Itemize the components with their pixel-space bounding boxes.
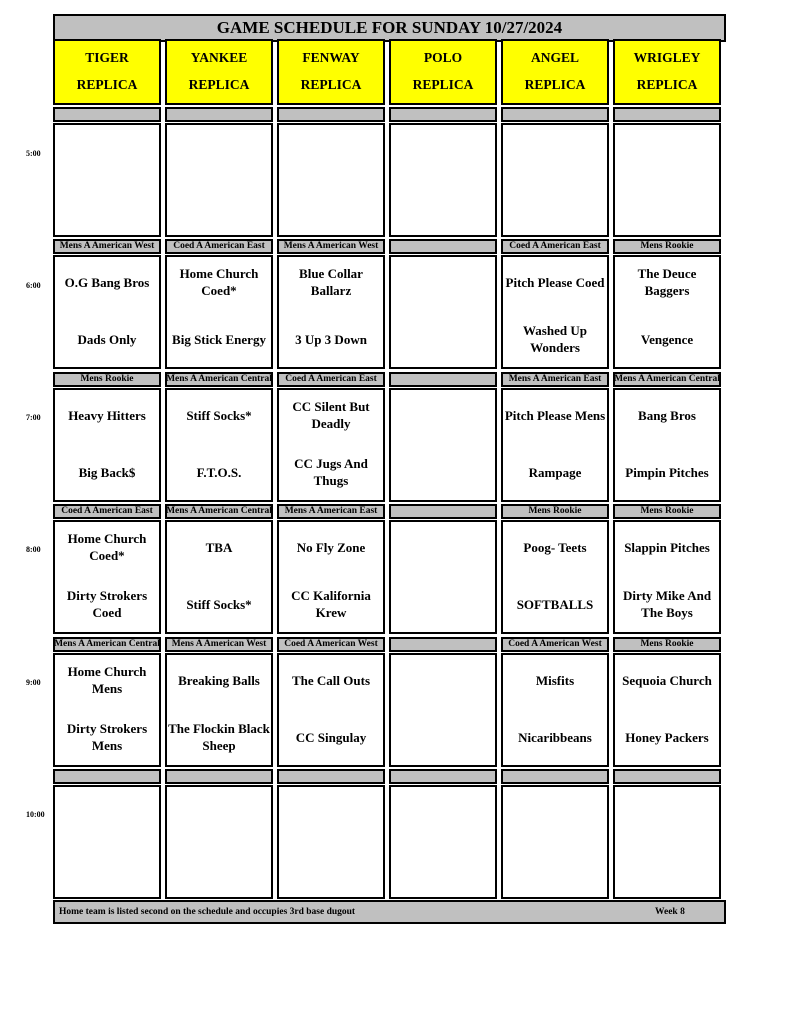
away-team	[167, 130, 271, 170]
away-team: Breaking Balls	[178, 672, 260, 688]
game-cell	[613, 123, 721, 237]
home-team	[391, 849, 495, 889]
away-team	[391, 527, 495, 567]
home-team: Dads Only	[77, 331, 137, 347]
time-label: 10:00	[26, 810, 45, 819]
game-cell	[613, 520, 721, 634]
division-label: Mens A American Central	[166, 506, 272, 516]
home-team	[55, 187, 159, 227]
home-team	[615, 849, 719, 889]
park-field-type: REPLICA	[524, 77, 586, 92]
game-cell	[613, 255, 721, 369]
game-cell	[501, 785, 609, 899]
away-team: Home Church Coed*	[67, 531, 147, 563]
time-label: 7:00	[26, 413, 41, 422]
game-cell	[501, 123, 609, 237]
away-team	[615, 130, 719, 170]
home-team: 3 Up 3 Down	[295, 331, 367, 347]
home-team: Dirty Strokers Mens	[66, 721, 148, 753]
park-header-wrigley	[613, 39, 721, 105]
home-team: Dirty Strokers Coed	[66, 588, 148, 620]
game-cell	[501, 388, 609, 502]
away-team	[279, 130, 383, 170]
game-cell	[613, 388, 721, 502]
away-team: Pitch Please Coed	[505, 274, 605, 290]
home-team	[167, 849, 271, 889]
home-team	[167, 187, 271, 227]
division-label	[163, 109, 275, 124]
division-label	[611, 109, 723, 124]
park-name: POLO	[423, 50, 463, 65]
division-label: Mens A American West	[171, 639, 267, 649]
home-team: Big Back$	[78, 464, 136, 480]
game-cell	[53, 520, 161, 634]
home-team: SOFTBALLS	[516, 596, 594, 612]
home-team	[615, 187, 719, 227]
away-team	[279, 792, 383, 832]
game-cell	[165, 785, 273, 899]
division-label	[499, 771, 611, 786]
division-label: Coed A American East	[61, 506, 153, 516]
home-team: F.T.O.S.	[196, 464, 242, 480]
game-cell	[277, 785, 385, 899]
division-label: Coed A American West	[508, 639, 602, 649]
division-label: Mens A American Central	[54, 639, 160, 649]
game-cell	[501, 653, 609, 767]
away-team: Poog- Teets	[523, 539, 587, 555]
away-team	[391, 395, 495, 435]
park-header-angel	[501, 39, 609, 105]
time-label: 9:00	[26, 678, 41, 687]
home-team	[503, 187, 607, 227]
division-label: Coed A American East	[509, 241, 601, 251]
game-cell	[389, 123, 497, 237]
division-label	[275, 771, 387, 786]
game-cell	[389, 520, 497, 634]
game-cell	[165, 520, 273, 634]
home-team: CC Jugs And Thugs	[294, 456, 368, 488]
park-name: WRIGLEY	[633, 50, 701, 65]
park-name: YANKEE	[190, 50, 248, 65]
home-team: Rampage	[528, 464, 582, 480]
division-label	[387, 109, 499, 124]
away-team: Slappin Pitches	[624, 539, 710, 555]
home-team: The Flockin Black Sheep	[168, 721, 270, 753]
time-label: 8:00	[26, 545, 41, 554]
game-cell	[277, 653, 385, 767]
away-team	[391, 792, 495, 832]
away-team: CC Silent But Deadly	[292, 399, 370, 431]
away-team: Home Church Coed*	[179, 266, 259, 298]
game-cell	[389, 388, 497, 502]
game-cell	[53, 653, 161, 767]
away-team: TBA	[205, 539, 233, 555]
division-label: Mens Rookie	[640, 506, 694, 516]
game-cell	[277, 388, 385, 502]
park-header-tiger	[53, 39, 161, 105]
home-team	[391, 452, 495, 492]
division-label	[275, 109, 387, 124]
home-team: Vengence	[640, 331, 694, 347]
game-cell	[277, 255, 385, 369]
away-team	[391, 130, 495, 170]
time-label: 5:00	[26, 149, 41, 158]
division-label: Mens Rookie	[640, 241, 694, 251]
park-name: ANGEL	[530, 50, 579, 65]
division-label: Mens Rookie	[528, 506, 582, 516]
game-cell	[53, 785, 161, 899]
park-header-yankee	[165, 39, 273, 105]
away-team	[391, 262, 495, 302]
division-label	[163, 771, 275, 786]
home-team	[55, 849, 159, 889]
division-label	[51, 771, 163, 786]
division-label	[499, 109, 611, 124]
park-field-type: REPLICA	[300, 77, 362, 92]
home-team-note: Home team is listed second on the schedule and occupies 3rd base dugout	[59, 907, 356, 917]
home-team	[503, 849, 607, 889]
game-cell	[501, 255, 609, 369]
division-label: Coed A American East	[173, 241, 265, 251]
home-team: Nicaribbeans	[518, 729, 592, 745]
away-team: Bang Bros	[638, 407, 696, 423]
game-cell	[165, 388, 273, 502]
division-label: Mens A American East	[508, 374, 602, 384]
away-team: Stiff Socks*	[186, 407, 252, 423]
division-label	[387, 639, 499, 654]
home-team: Stiff Socks*	[186, 596, 252, 612]
home-team	[391, 187, 495, 227]
home-team: Dirty Mike And The Boys	[622, 588, 712, 620]
week-label: Week 8	[655, 907, 685, 917]
home-team	[391, 584, 495, 624]
game-cell	[277, 520, 385, 634]
away-team	[167, 792, 271, 832]
park-field-type: REPLICA	[188, 77, 250, 92]
away-team	[55, 130, 159, 170]
home-team: CC Kalifornia Krew	[291, 588, 371, 620]
park-header-fenway	[277, 39, 385, 105]
park-header-polo	[389, 39, 497, 105]
footer-bar	[53, 900, 726, 924]
park-field-type: REPLICA	[636, 77, 698, 92]
away-team: Home Church Mens	[67, 664, 147, 696]
away-team	[615, 792, 719, 832]
park-name: TIGER	[85, 50, 129, 65]
division-label	[387, 771, 499, 786]
division-label: Mens Rookie	[640, 639, 694, 649]
game-cell	[165, 653, 273, 767]
game-cell	[389, 255, 497, 369]
division-label: Coed A American West	[284, 639, 378, 649]
home-team	[279, 849, 383, 889]
away-team	[55, 792, 159, 832]
away-team	[391, 660, 495, 700]
away-team: The Deuce Baggers	[637, 266, 697, 298]
away-team	[503, 792, 607, 832]
game-cell	[53, 255, 161, 369]
game-cell	[277, 123, 385, 237]
game-cell	[501, 520, 609, 634]
home-team: Pimpin Pitches	[625, 464, 709, 480]
game-cell	[389, 785, 497, 899]
division-label: Mens A American Central	[166, 374, 272, 384]
park-field-type: REPLICA	[412, 77, 474, 92]
away-team: O.G Bang Bros	[64, 274, 150, 290]
time-label: 6:00	[26, 281, 41, 290]
division-label: Mens A American East	[284, 506, 378, 516]
division-label: Mens A American Central	[614, 374, 720, 384]
division-label	[387, 241, 499, 256]
division-label	[387, 374, 499, 389]
game-cell	[613, 653, 721, 767]
away-team: Pitch Please Mens	[504, 407, 606, 423]
away-team: Sequoia Church	[622, 672, 712, 688]
division-label: Mens A American West	[283, 241, 379, 251]
home-team: Honey Packers	[625, 729, 709, 745]
away-team: Misfits	[535, 672, 575, 688]
game-cell	[53, 388, 161, 502]
game-cell	[53, 123, 161, 237]
away-team	[503, 130, 607, 170]
home-team	[391, 319, 495, 359]
division-label	[611, 771, 723, 786]
game-cell	[165, 123, 273, 237]
game-cell	[389, 653, 497, 767]
home-team: CC Singulay	[295, 729, 367, 745]
home-team: Big Stick Energy	[172, 331, 266, 347]
division-label: Coed A American East	[285, 374, 377, 384]
division-label: Mens A American West	[59, 241, 155, 251]
division-label	[51, 109, 163, 124]
away-team: The Call Outs	[291, 672, 370, 688]
away-team: Blue Collar Ballarz	[299, 266, 363, 298]
away-team: No Fly Zone	[296, 539, 366, 555]
schedule-title: GAME SCHEDULE FOR SUNDAY 10/27/2024	[53, 14, 726, 42]
park-field-type: REPLICA	[76, 77, 138, 92]
division-label: Mens Rookie	[80, 374, 134, 384]
home-team	[391, 717, 495, 757]
game-cell	[165, 255, 273, 369]
home-team: Washed Up Wonders	[523, 323, 587, 355]
game-cell	[613, 785, 721, 899]
away-team: Heavy Hitters	[68, 407, 146, 423]
home-team	[279, 187, 383, 227]
park-name: FENWAY	[302, 50, 360, 65]
division-label	[387, 506, 499, 521]
